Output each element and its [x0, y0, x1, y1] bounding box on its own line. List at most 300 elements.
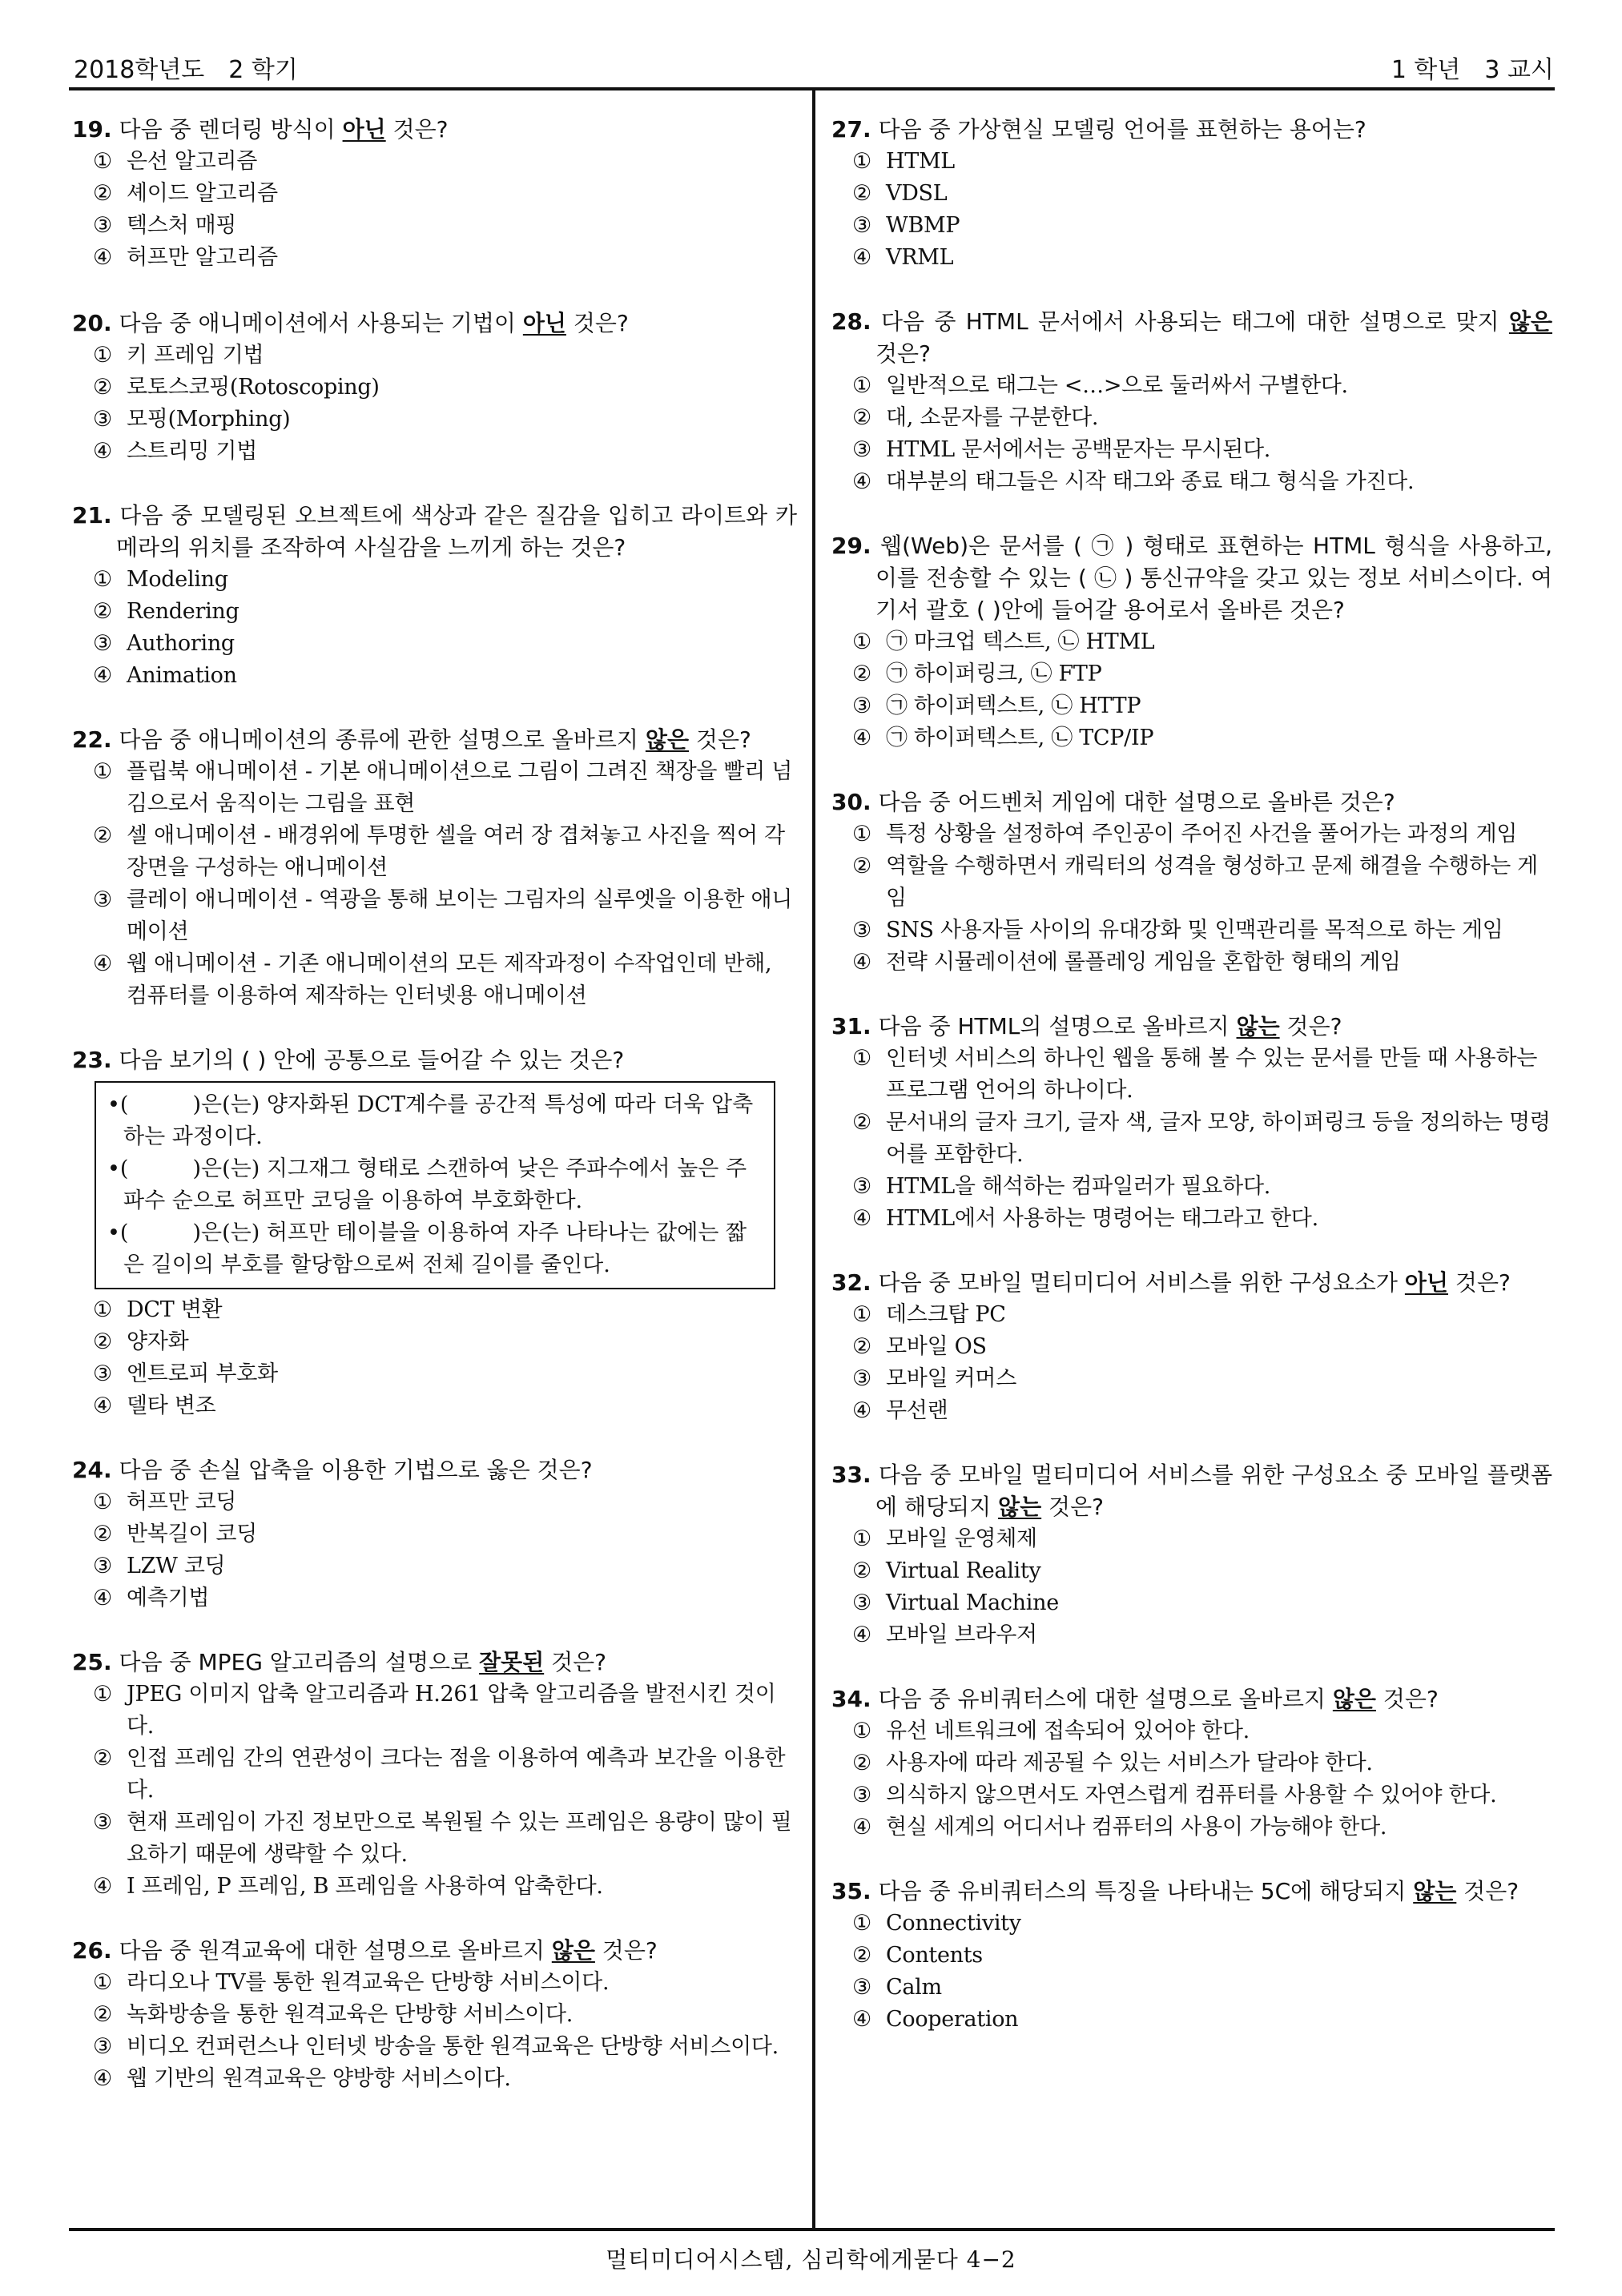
question-26	[72, 1935, 797, 2095]
stem-text: 다음 중 손실 압축을 이용한 기법으로 옳은 것은?	[119, 1457, 593, 1483]
answer-option	[831, 370, 1552, 402]
option-text: ㉠ 마크업 텍스트, ㉡ HTML	[886, 629, 1155, 654]
answer-option	[72, 660, 797, 692]
answer-option	[831, 947, 1552, 979]
option-text: 라디오나 TV를 통한 원격교육은 단방향 서비스이다.	[127, 1970, 610, 1995]
option-number: ③	[852, 1590, 871, 1615]
option-number: ④	[852, 1622, 871, 1647]
option-text: ㉠ 하이퍼텍스트, ㉡ TCP/IP	[886, 726, 1154, 750]
option-text: JPEG 이미지 압축 알고리즘과 H.261 압축 알고리즘을 발전시킨 것이다.	[127, 1682, 776, 1739]
option-text: HTML	[886, 149, 955, 174]
question-number: 22.	[72, 726, 112, 753]
option-text: 사용자에 따라 제공될 수 있는 서비스가 달라야 한다.	[886, 1751, 1373, 1775]
footer-rule	[69, 2228, 1555, 2231]
stem-text: 다음 중 원격교육에 대한 설명으로 올바르지	[119, 1937, 552, 1964]
option-text: 로토스코핑(Rotoscoping)	[127, 375, 380, 400]
question-stem	[72, 1044, 797, 1076]
question-stem	[831, 530, 1552, 626]
question-stem	[831, 1011, 1552, 1043]
stem-text-end: 것은?	[1375, 1686, 1439, 1712]
question-21	[72, 500, 797, 692]
option-text: 스트리밍 기법	[127, 439, 257, 464]
option-number: ④	[852, 950, 871, 975]
answer-option	[72, 564, 797, 596]
answer-option	[72, 1550, 797, 1582]
option-number: ②	[852, 1751, 871, 1775]
option-number: ③	[93, 887, 112, 912]
question-stem	[72, 1454, 797, 1486]
stem-text: 다음 중 모델링된 오브젝트에 색상과 같은 질감을 입히고 라이트와 카메라의 위치를 조작하여 사실감을 느끼게 하는 것은?	[116, 502, 798, 561]
option-number: ④	[852, 1206, 871, 1231]
stem-text: 다음 중 가상현실 모델링 언어를 표현하는 용어는?	[878, 116, 1366, 143]
header-period: 3 교시	[1484, 56, 1554, 84]
question-25	[72, 1647, 797, 1903]
header-left	[74, 50, 298, 85]
option-number: ④	[93, 1393, 112, 1418]
question-stem	[831, 786, 1552, 818]
stem-text-end: 것은?	[1448, 1269, 1511, 1296]
option-number: ③	[93, 631, 112, 656]
option-number: ①	[852, 629, 871, 654]
question-33	[831, 1459, 1552, 1651]
answer-option	[72, 210, 797, 242]
option-number: ②	[93, 1329, 112, 1354]
box-bullet: •(	[107, 1220, 129, 1245]
answer-option	[72, 1518, 797, 1550]
answer-option	[831, 1972, 1552, 2004]
stem-text-end: 것은?	[565, 310, 629, 336]
option-text: Authoring	[127, 631, 235, 656]
question-27	[831, 114, 1552, 274]
option-number: ①	[93, 759, 112, 784]
option-text: Connectivity	[886, 1911, 1021, 1936]
option-text: 인터넷 서비스의 하나인 웹을 통해 볼 수 있는 문서를 만들 때 사용하는 프로그램 언어의 하나이다.	[886, 1046, 1538, 1103]
question-number: 27.	[831, 116, 871, 143]
option-number: ②	[93, 599, 112, 624]
answer-option	[72, 1390, 797, 1422]
option-number: ①	[93, 149, 112, 174]
stem-text: 다음 중 렌더링 방식이	[119, 116, 343, 143]
option-number: ④	[93, 1586, 112, 1610]
option-text: 델타 변조	[127, 1393, 216, 1418]
answer-option	[831, 1587, 1552, 1619]
box-bullet: •(	[107, 1092, 129, 1117]
answer-option	[831, 1779, 1552, 1811]
option-text: Calm	[886, 1975, 942, 2000]
question-number: 28.	[831, 308, 871, 335]
option-number: ②	[93, 375, 112, 400]
question-number: 26.	[72, 1937, 112, 1964]
option-number: ③	[93, 1554, 112, 1578]
option-number: ③	[852, 1783, 871, 1807]
option-text: 모핑(Morphing)	[127, 407, 291, 432]
option-text: Cooperation	[886, 2007, 1019, 2032]
box-text: )은(는) 양자화된 DCT계수를 공간적 특성에 따라 더욱 압축하는 과정이다.	[123, 1092, 754, 1149]
option-number: ②	[852, 405, 871, 430]
box-item	[107, 1153, 766, 1217]
answer-option	[72, 1294, 797, 1326]
answer-option	[72, 820, 797, 884]
answer-option	[72, 1326, 797, 1358]
option-text: Modeling	[127, 567, 228, 592]
box-bullet: •(	[107, 1156, 129, 1181]
answer-option	[831, 1331, 1552, 1363]
option-number: ②	[852, 1110, 871, 1135]
option-text: 현실 세계의 어디서나 컴퓨터의 사용이 가능해야 한다.	[886, 1815, 1387, 1840]
answer-option	[831, 466, 1552, 498]
question-stem	[831, 1876, 1552, 1908]
option-text: I 프레임, P 프레임, B 프레임을 사용하여 압축한다.	[127, 1874, 603, 1899]
option-number: ③	[852, 437, 871, 462]
option-text: 웹 애니메이션 - 기존 애니메이션의 모든 제작과정이 수작업인데 반해, 컴퓨터를 이용하여 제작하는 인터넷용 애니메이션	[127, 951, 772, 1008]
option-number: ④	[93, 2066, 112, 2091]
answer-option	[72, 1967, 797, 1999]
option-number: ①	[852, 822, 871, 846]
question-23	[72, 1044, 797, 1422]
option-text: 역할을 수행하면서 캐릭터의 성격을 형성하고 문제 해결을 수행하는 게임	[886, 854, 1538, 911]
question-stem	[72, 1647, 797, 1679]
question-24	[72, 1454, 797, 1614]
question-20	[72, 308, 797, 468]
answer-option	[831, 1619, 1552, 1651]
option-text: HTML에서 사용하는 명령어는 태그라고 한다.	[886, 1206, 1318, 1231]
option-text: SNS 사용자들 사이의 유대강화 및 인맥관리를 목적으로 하는 게임	[886, 918, 1503, 943]
answer-option	[831, 1363, 1552, 1395]
answer-option	[831, 1523, 1552, 1555]
option-number: ④	[93, 245, 112, 270]
answer-option	[72, 1582, 797, 1614]
answer-option	[831, 1555, 1552, 1587]
option-text: 허프만 알고리즘	[127, 245, 278, 270]
option-text: 양자화	[127, 1329, 189, 1354]
option-text: 웹 기반의 원격교육은 양방향 서비스이다.	[127, 2066, 511, 2091]
option-text: Animation	[127, 663, 237, 688]
stem-emphasis: 않은	[1508, 308, 1553, 335]
header-grade: 1 학년	[1391, 56, 1461, 84]
page-footer: 멀티미디어시스템, 심리학에게묻다 4−2	[606, 2246, 1016, 2273]
option-text: 모바일 운영체제	[886, 1526, 1037, 1551]
answer-option	[831, 658, 1552, 690]
option-text: 데스크탑 PC	[886, 1302, 1006, 1327]
stem-emphasis: 잘못된	[479, 1649, 545, 1675]
stem-text: 다음 중 모바일 멀티미디어 서비스를 위한 구성요소가	[878, 1269, 1405, 1296]
option-text: 비디오 컨퍼런스나 인터넷 방송을 통한 원격교육은 단방향 서비스이다.	[127, 2034, 779, 2059]
question-30	[831, 786, 1552, 979]
answer-option	[831, 1715, 1552, 1747]
stem-text-end: 것은?	[1456, 1878, 1519, 1904]
answer-option	[831, 1908, 1552, 1940]
stem-text: 다음 중 HTML의 설명으로 올바르지	[878, 1013, 1237, 1039]
stem-text: 다음 중 애니메이션의 종류에 관한 설명으로 올바르지	[119, 726, 646, 753]
question-number: 24.	[72, 1457, 112, 1483]
option-number: ②	[93, 1746, 112, 1771]
question-stem	[72, 724, 797, 756]
answer-option	[831, 1747, 1552, 1779]
question-stem	[72, 1935, 797, 1967]
option-text: 인접 프레임 간의 연관성이 크다는 점을 이용하여 예측과 보간을 이용한다.	[127, 1746, 786, 1803]
option-text: LZW 코딩	[127, 1554, 226, 1578]
option-number: ①	[93, 1490, 112, 1514]
option-text: 무선랜	[886, 1398, 948, 1423]
option-text: 클레이 애니메이션 - 역광을 통해 보이는 그림자의 실루엣을 이용한 애니메이션	[127, 887, 793, 944]
answer-option	[831, 690, 1552, 722]
option-text: 현재 프레임이 가진 정보만으로 복원될 수 있는 프레임은 용량이 많이 필요하기 때문에 생략할 수 있다.	[127, 1810, 792, 1867]
answer-option	[72, 756, 797, 820]
header-right	[1391, 50, 1554, 85]
question-number: 30.	[831, 789, 871, 815]
answer-option	[831, 1940, 1552, 1972]
option-number: ④	[852, 726, 871, 750]
stem-text: 다음 중 MPEG 알고리즘의 설명으로	[119, 1649, 480, 1675]
answer-option	[831, 722, 1552, 754]
option-number: ④	[852, 469, 871, 494]
option-number: ②	[93, 1522, 112, 1546]
stem-emphasis: 아닌	[342, 116, 386, 143]
answer-option	[831, 1203, 1552, 1235]
answer-option	[831, 1043, 1552, 1107]
question-stem	[831, 114, 1552, 146]
stem-emphasis: 않은	[645, 726, 689, 753]
option-text: 전략 시뮬레이션에 롤플레잉 게임을 혼합한 형태의 게임	[886, 950, 1401, 975]
question-number: 34.	[831, 1686, 871, 1712]
answer-option	[72, 1358, 797, 1390]
answer-option	[831, 818, 1552, 850]
option-text: Virtual Machine	[886, 1590, 1059, 1615]
question-number: 35.	[831, 1878, 871, 1904]
answer-option	[72, 1743, 797, 1807]
answer-option	[72, 436, 797, 468]
option-number: ①	[852, 1046, 871, 1071]
question-stem	[831, 306, 1552, 370]
option-text: VRML	[886, 245, 954, 270]
option-text: HTML을 해석하는 컴파일러가 필요하다.	[886, 1174, 1271, 1199]
option-number: ③	[93, 1361, 112, 1386]
question-number: 21.	[72, 502, 112, 529]
option-number: ④	[852, 1398, 871, 1423]
question-stem	[72, 114, 797, 146]
stem-text-end: 것은?	[689, 726, 751, 753]
option-text: 의식하지 않으면서도 자연스럽게 컴퓨터를 사용할 수 있어야 한다.	[886, 1783, 1497, 1807]
answer-option	[831, 210, 1552, 242]
question-number: 25.	[72, 1649, 112, 1675]
option-number: ①	[852, 1719, 871, 1743]
question-number: 29.	[831, 533, 871, 559]
question-29	[831, 530, 1552, 754]
option-number: ③	[852, 918, 871, 943]
option-text: 녹화방송을 통한 원격교육은 단방향 서비스이다.	[127, 2002, 574, 2027]
question-stem	[72, 500, 797, 564]
option-text: 모바일 커머스	[886, 1366, 1016, 1391]
answer-option	[72, 948, 797, 1012]
question-number: 32.	[831, 1269, 871, 1296]
answer-option	[72, 1871, 797, 1903]
option-number: ④	[93, 663, 112, 688]
option-number: ③	[93, 2034, 112, 2059]
option-text: 플립북 애니메이션 - 기본 애니메이션으로 그림이 그려진 책장을 빨리 넘김으로서 움직이는 그림을 표현	[127, 759, 793, 816]
answer-option	[831, 626, 1552, 658]
option-number: ④	[93, 439, 112, 464]
stem-text: 다음 보기의 ( ) 안에 공통으로 들어갈 수 있는 것은?	[119, 1047, 625, 1073]
option-text: 셀 애니메이션 - 배경위에 투명한 셀을 여러 장 겹쳐놓고 사진을 찍어 각 장면을 구성하는 애니메이션	[127, 823, 785, 880]
question-number: 20.	[72, 310, 112, 336]
option-number: ③	[93, 1810, 112, 1835]
answer-option	[831, 850, 1552, 915]
answer-option	[72, 2031, 797, 2063]
option-text: 모바일 OS	[886, 1334, 987, 1359]
question-28	[831, 306, 1552, 498]
option-text: 유선 네트워크에 접속되어 있어야 한다.	[886, 1719, 1250, 1743]
option-text: Virtual Reality	[886, 1558, 1041, 1583]
option-text: 키 프레임 기법	[127, 343, 264, 368]
option-text: HTML 문서에서는 공백문자는 무시된다.	[886, 437, 1271, 462]
answer-option	[831, 1299, 1552, 1331]
header-term: 2 학기	[228, 56, 298, 84]
option-number: ③	[93, 213, 112, 238]
stem-text-end: 것은?	[1041, 1494, 1105, 1520]
stem-text: 다음 중 애니메이션에서 사용되는 기법이	[119, 310, 523, 336]
option-text: Contents	[886, 1943, 983, 1968]
question-number: 23.	[72, 1047, 112, 1073]
option-number: ①	[852, 1911, 871, 1936]
option-text: 문서내의 글자 크기, 글자 색, 글자 모양, 하이퍼링크 등을 정의하는 명령어를 포함한다.	[886, 1110, 1551, 1167]
stem-text: 웹(Web)은 문서를 ( ㉠ ) 형태로 표현하는 HTML 형식을 사용하고, 이를 전송할 수 있는 ( ㉡ ) 통신규약을 갖고 있는 정보 서비스이다. 여기서 괄호 ( )안에 들어갈 용어로서 올바른 것은?	[875, 533, 1552, 623]
question-number: 31.	[831, 1013, 871, 1039]
option-number: ①	[93, 1970, 112, 1995]
stem-emphasis: 아닌	[1404, 1269, 1448, 1296]
option-number: ①	[852, 149, 871, 174]
option-text: WBMP	[886, 213, 960, 238]
stem-emphasis: 않는	[1413, 1878, 1457, 1904]
option-text: 엔트로피 부호화	[127, 1361, 278, 1386]
option-number: ③	[852, 213, 871, 238]
question-31	[831, 1011, 1552, 1235]
stem-emphasis: 않은	[551, 1937, 595, 1964]
question-stem	[831, 1267, 1552, 1299]
option-number: ②	[852, 1334, 871, 1359]
question-stem	[831, 1683, 1552, 1715]
option-number: ②	[93, 823, 112, 848]
option-number: ③	[852, 1366, 871, 1391]
question-34	[831, 1683, 1552, 1844]
option-number: ③	[852, 1975, 871, 2000]
column-divider	[812, 87, 815, 2230]
option-number: ①	[852, 1526, 871, 1551]
option-number: ③	[852, 1174, 871, 1199]
question-number: 33.	[831, 1462, 871, 1488]
answer-option	[72, 1486, 797, 1518]
stem-text: 다음 중 HTML 문서에서 사용되는 태그에 대한 설명으로 맞지	[880, 308, 1509, 335]
option-text: Rendering	[127, 599, 239, 624]
option-number: ①	[852, 373, 871, 398]
option-text: 모바일 브라우저	[886, 1622, 1037, 1647]
stem-text-end: 것은?	[875, 340, 931, 367]
option-text: 허프만 코딩	[127, 1490, 237, 1514]
answer-option	[831, 1107, 1552, 1171]
answer-option	[831, 434, 1552, 466]
stem-text-end: 것은?	[1279, 1013, 1342, 1039]
stem-emphasis: 아닌	[522, 310, 566, 336]
option-number: ①	[93, 567, 112, 592]
option-number: ④	[93, 1874, 112, 1899]
option-number: ①	[93, 343, 112, 368]
stem-emphasis: 않는	[998, 1494, 1042, 1520]
right-column	[831, 114, 1552, 2036]
option-text: 대, 소문자를 구분한다.	[886, 405, 1099, 430]
stem-text: 다음 중 유비쿼터스에 대한 설명으로 올바르지	[878, 1686, 1333, 1712]
stem-text-end: 것은?	[385, 116, 449, 143]
stem-emphasis: 않은	[1332, 1686, 1376, 1712]
reference-box	[95, 1081, 775, 1289]
answer-option	[72, 1999, 797, 2031]
stem-text-end: 것은?	[594, 1937, 658, 1964]
option-number: ③	[852, 694, 871, 718]
answer-option	[831, 146, 1552, 178]
answer-option	[72, 884, 797, 948]
answer-option	[831, 402, 1552, 434]
option-number: ④	[93, 951, 112, 976]
question-19	[72, 114, 797, 274]
answer-option	[831, 915, 1552, 947]
option-number: ①	[93, 1682, 112, 1707]
answer-option	[72, 242, 797, 274]
question-22	[72, 724, 797, 1012]
header-year: 2018학년도	[74, 56, 205, 84]
answer-option	[72, 596, 797, 628]
answer-option	[831, 1395, 1552, 1427]
answer-option	[831, 178, 1552, 210]
box-item	[107, 1217, 766, 1281]
option-number: ③	[93, 407, 112, 432]
answer-option	[72, 340, 797, 372]
option-text: 셰이드 알고리즘	[127, 181, 278, 206]
option-text: ㉠ 하이퍼링크, ㉡ FTP	[886, 661, 1102, 686]
option-text: DCT 변환	[127, 1297, 223, 1322]
stem-emphasis: 않는	[1236, 1013, 1280, 1039]
question-number: 19.	[72, 116, 112, 143]
option-text: 일반적으로 태그는 <…>으로 둘러싸서 구별한다.	[886, 373, 1348, 398]
option-text: VDSL	[886, 181, 948, 206]
answer-option	[831, 242, 1552, 274]
option-number: ④	[852, 245, 871, 270]
box-item	[107, 1089, 766, 1153]
option-text: 특정 상황을 설정하여 주인공이 주어진 사건을 풀어가는 과정의 게임	[886, 822, 1518, 846]
box-text: )은(는) 지그재그 형태로 스캔하여 낮은 주파수에서 높은 주파수 순으로 허프만 코딩을 이용하여 부호화한다.	[123, 1156, 747, 1213]
question-32	[831, 1267, 1552, 1427]
answer-option	[72, 1807, 797, 1871]
stem-text: 다음 중 유비쿼터스의 특징을 나타내는 5C에 해당되지	[878, 1878, 1414, 1904]
answer-option	[72, 1679, 797, 1743]
option-number: ②	[93, 181, 112, 206]
stem-text: 다음 중 어드벤처 게임에 대한 설명으로 올바른 것은?	[878, 789, 1395, 815]
option-text: 대부분의 태그들은 시작 태그와 종료 태그 형식을 가진다.	[886, 469, 1415, 494]
option-number: ④	[852, 1815, 871, 1840]
question-stem	[831, 1459, 1552, 1523]
option-number: ②	[93, 2002, 112, 2027]
answer-option	[72, 628, 797, 660]
option-number: ①	[852, 1302, 871, 1327]
option-number: ②	[852, 1943, 871, 1968]
option-number: ②	[852, 181, 871, 206]
question-35	[831, 1876, 1552, 2036]
option-text: 은선 알고리즘	[127, 149, 257, 174]
option-number: ②	[852, 854, 871, 879]
option-number: ②	[852, 1558, 871, 1583]
stem-text: 다음 중 모바일 멀티미디어 서비스를 위한 구성요소 중 모바일 플랫폼에 해당되지	[875, 1462, 1553, 1520]
box-text: )은(는) 허프만 테이블을 이용하여 자주 나타나는 값에는 짧은 길이의 부호를 할당함으로써 전체 길이를 줄인다.	[123, 1220, 747, 1277]
answer-option	[831, 1811, 1552, 1844]
answer-option	[72, 146, 797, 178]
stem-text-end: 것은?	[544, 1649, 607, 1675]
